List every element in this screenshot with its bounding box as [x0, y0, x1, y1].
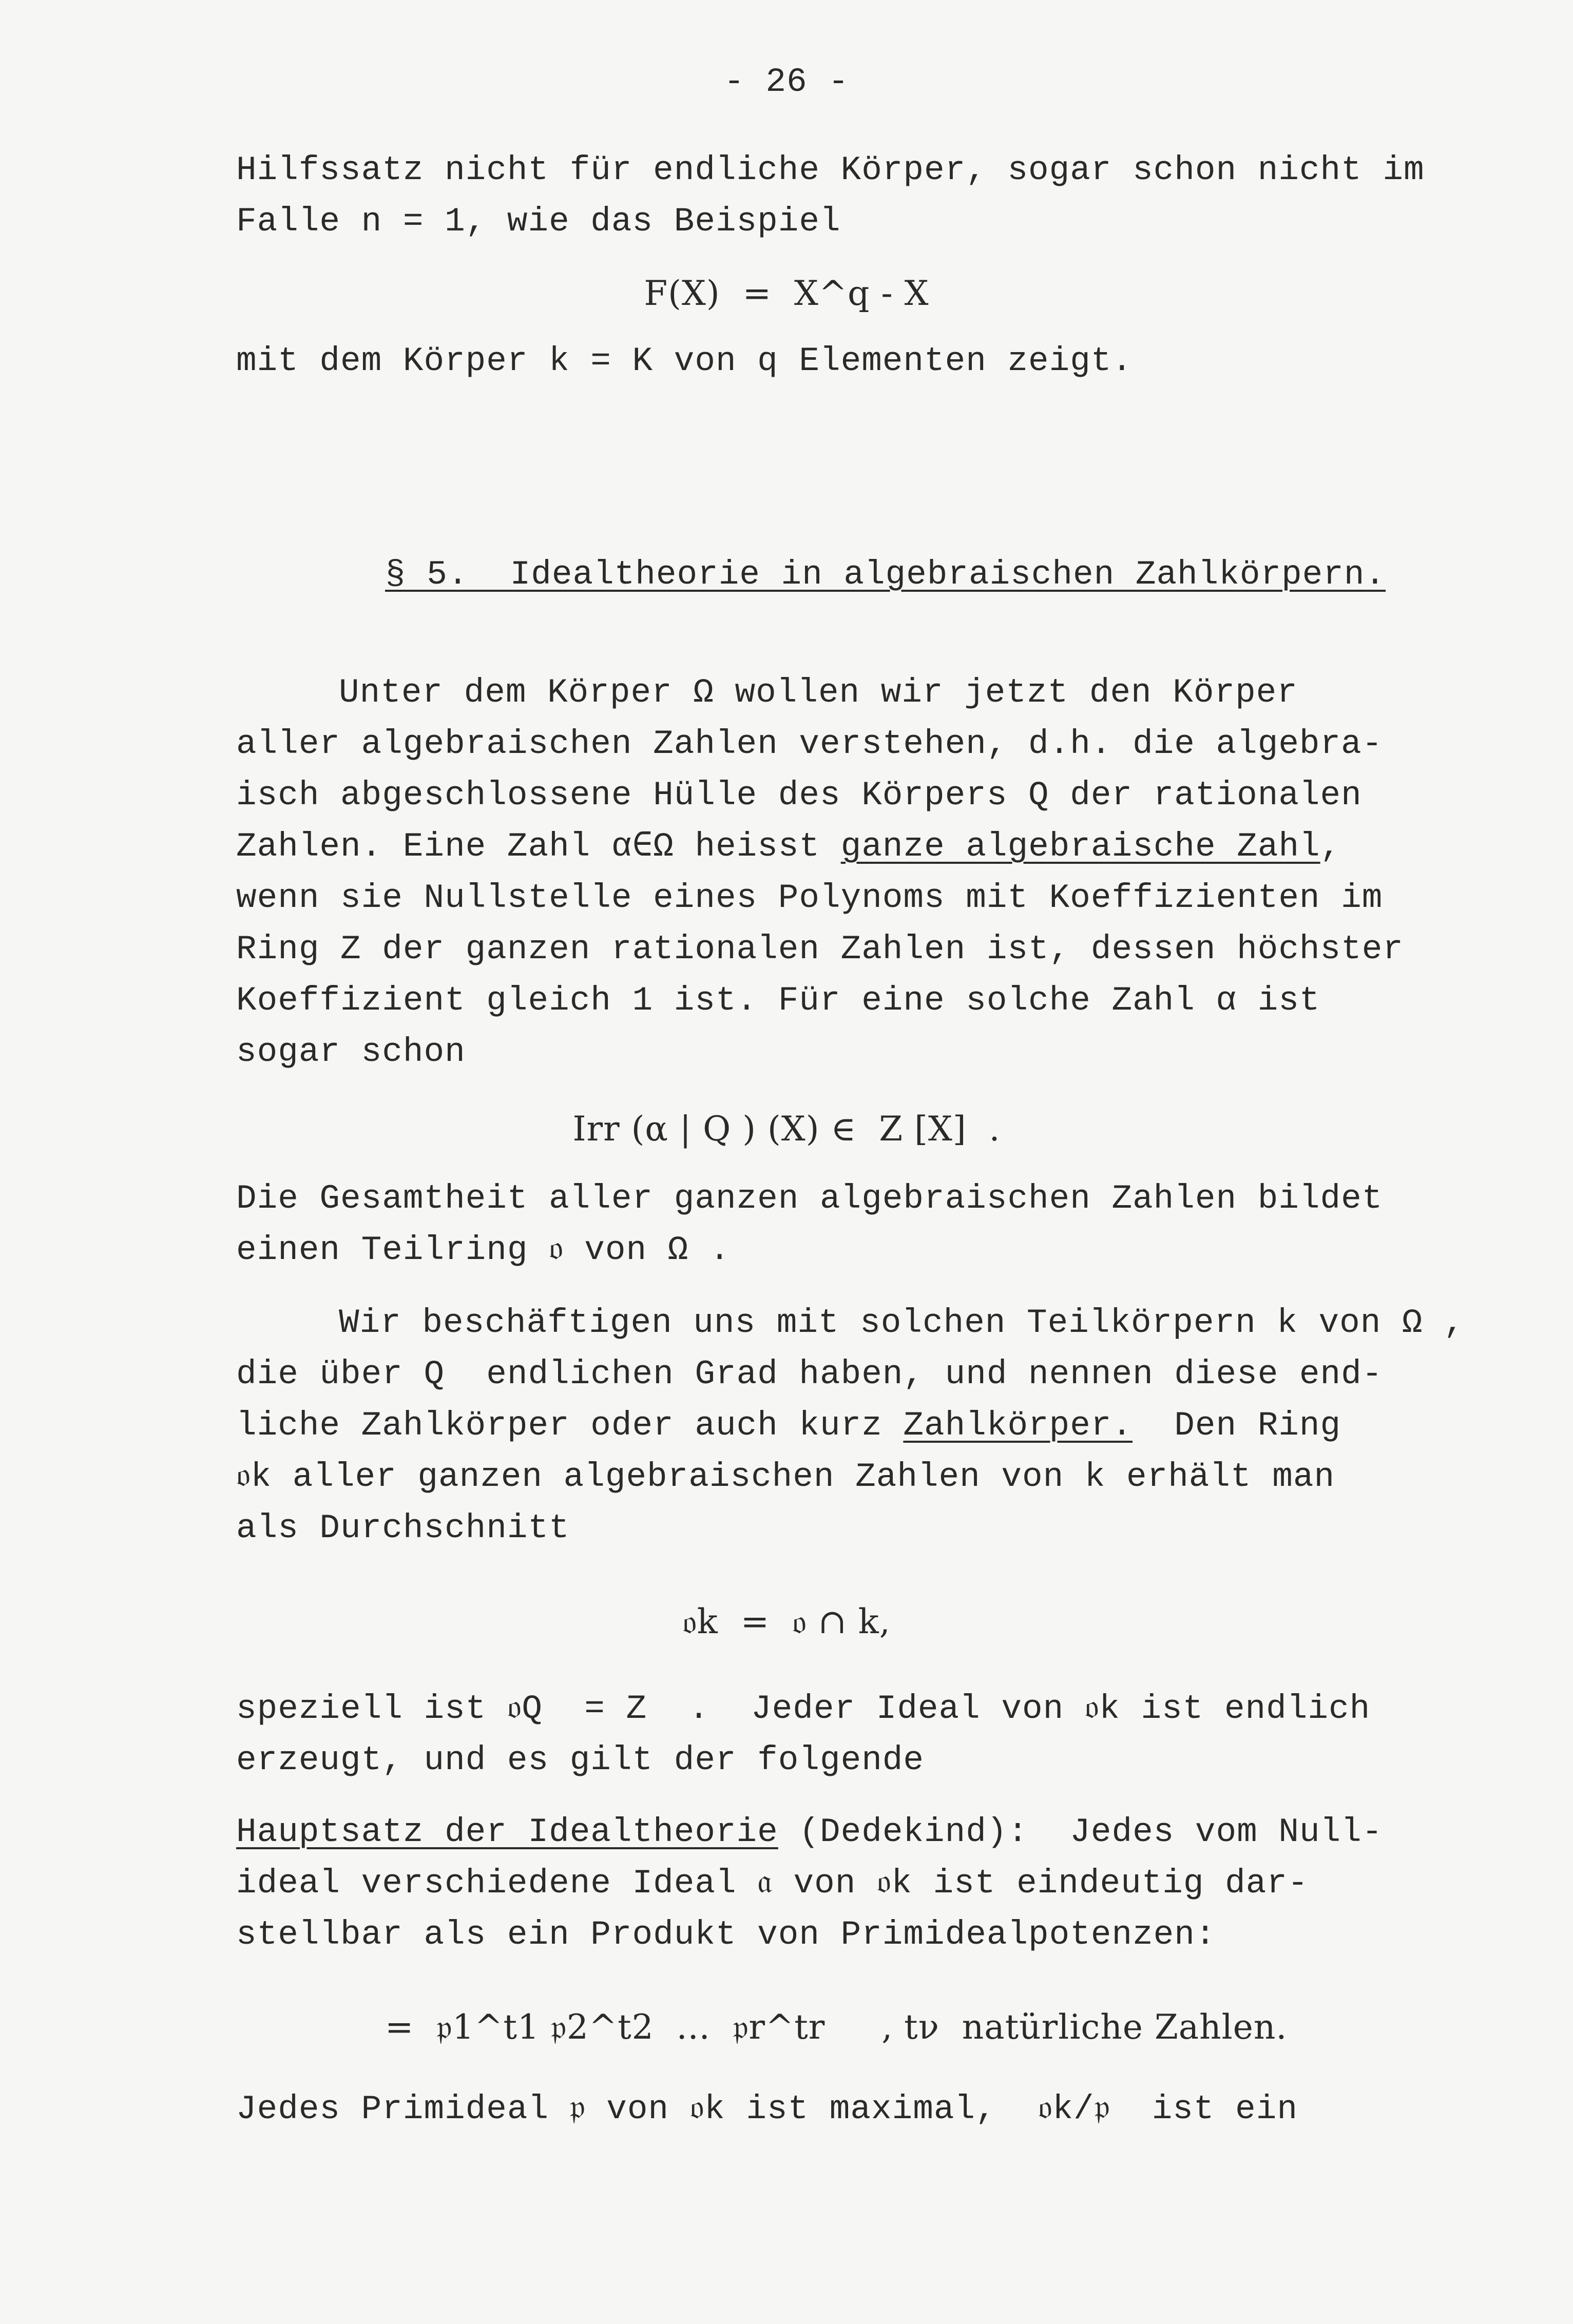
text-line: sogar schon: [236, 1033, 466, 1071]
equation-ok: 𝔬k = 𝔬 ∩ k,: [682, 1602, 891, 1641]
text-line: Ring Z der ganzen rationalen Zahlen ist, dessen höchster: [236, 930, 1404, 969]
text-line: wenn sie Nullstelle eines Polynoms mit Koeffizienten im: [236, 879, 1383, 917]
text-line: Hauptsatz der Idealtheorie (Dedekind): Jedes vom Null-: [236, 1813, 1383, 1851]
text-line: als Durchschnitt: [236, 1509, 570, 1547]
text-line: Die Gesamtheit aller ganzen algebraischen Zahlen bildet: [236, 1179, 1383, 1218]
text-line: speziell ist 𝔬Q = Z . Jeder Ideal von 𝔬k ist endlich: [236, 1690, 1371, 1728]
text-line: Unter dem Körper Ω wollen wir jetzt den Körper: [339, 673, 1298, 712]
equation-fx: F(X) = X^q - X: [644, 274, 929, 313]
text-line: Jedes Primideal 𝔭 von 𝔬k ist maximal, 𝔬k/𝔭 ist ein: [236, 2090, 1298, 2128]
text-line: einen Teilring 𝔬 von Ω .: [236, 1231, 731, 1269]
text-line: Zahlen. Eine Zahl α∈Ω heisst ganze algebraische Zahl,: [236, 827, 1341, 866]
text-line: isch abgeschlossene Hülle des Körpers Q der rationalen: [236, 776, 1362, 815]
emphasis-ganze-algebraische-zahl: ganze algebraische Zahl: [840, 827, 1320, 866]
text-line: Falle n = 1, wie das Beispiel: [236, 202, 841, 241]
equation-irr: Irr (α | Q ) (X) ∈ Z [X] .: [572, 1109, 1001, 1149]
page-number: - 26 -: [724, 63, 849, 101]
emphasis-zahlkoerper: Zahlkörper.: [903, 1406, 1133, 1445]
section-heading: § 5. Idealtheorie in algebraischen Zahlkörpern.: [385, 555, 1386, 594]
text-line: stellbar als ein Produkt von Primidealpotenzen:: [236, 1915, 1216, 1954]
text-line: Hilfssatz nicht für endliche Körper, sogar schon nicht im: [236, 151, 1425, 189]
text-line: aller algebraischen Zahlen verstehen, d.h. die algebra-: [236, 725, 1383, 763]
text-line: die über Q endlichen Grad haben, und nennen diese end-: [236, 1355, 1383, 1393]
text-line: liche Zahlkörper oder auch kurz Zahlkörper. Den Ring: [236, 1406, 1341, 1445]
text-line: 𝔬k aller ganzen algebraischen Zahlen von k erhält man: [236, 1458, 1335, 1496]
equation-prime-factorization: = 𝔭1^t1 𝔭2^t2 ... 𝔭r^tr , tν natürliche Zahlen.: [385, 2007, 1288, 2047]
text-line: ideal verschiedene Ideal 𝔞 von 𝔬k ist eindeutig dar-: [236, 1864, 1309, 1903]
text-line: erzeugt, und es gilt der folgende: [236, 1741, 925, 1779]
text-line: mit dem Körper k = K von q Elementen zeigt.: [236, 342, 1133, 380]
text-line: Wir beschäftigen uns mit solchen Teilkörpern k von Ω ,: [339, 1304, 1465, 1342]
emphasis-hauptsatz: Hauptsatz der Idealtheorie: [236, 1813, 778, 1851]
text-line: Koeffizient gleich 1 ist. Für eine solche Zahl α ist: [236, 981, 1320, 1020]
